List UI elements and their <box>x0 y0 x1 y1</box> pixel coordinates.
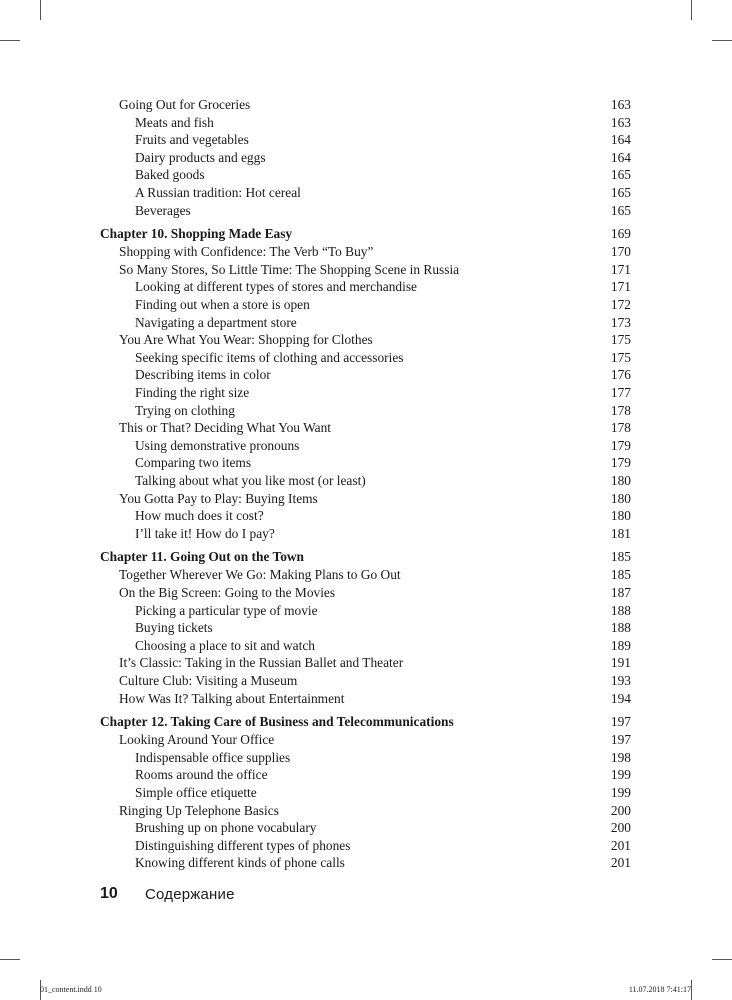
toc-entry-title: Looking Around Your Office <box>119 732 275 748</box>
toc-entry-page: 170 <box>610 244 631 260</box>
toc-entry-page: 164 <box>610 132 631 148</box>
toc-entry-title: Together Wherever We Go: Making Plans to Go Out <box>119 567 401 583</box>
toc-entry-page: 201 <box>610 837 631 853</box>
toc-entry-page: 165 <box>610 202 631 218</box>
toc-entry <box>0 507 732 525</box>
toc-entry <box>0 584 732 602</box>
toc-entry <box>0 384 732 402</box>
toc-entry-title: So Many Stores, So Little Time: The Shopping Scene in Russia <box>119 261 460 277</box>
toc-entry <box>0 472 732 490</box>
toc-entry-page: 173 <box>610 314 631 330</box>
toc-entry-page: 178 <box>610 420 631 436</box>
toc-entry-page: 171 <box>610 261 631 277</box>
toc-entry-title: Brushing up on phone vocabulary <box>135 820 317 836</box>
toc-entry-page: 188 <box>610 620 631 636</box>
toc-entry-title: A Russian tradition: Hot cereal <box>135 185 301 200</box>
toc-entry-page: 181 <box>610 525 631 541</box>
toc-entry <box>0 819 732 837</box>
toc-entry-page: 179 <box>610 437 631 453</box>
toc-entry-title: Distinguishing different types of phones <box>135 837 351 853</box>
toc-entry-page: 164 <box>610 149 631 165</box>
toc-entry <box>0 837 732 855</box>
toc-entry-page: 172 <box>610 297 631 312</box>
toc-entry-title: Fruits and vegetables <box>135 132 249 148</box>
toc-entry-page: 180 <box>610 508 631 524</box>
toc-entry-page: 200 <box>610 802 631 818</box>
toc-entry-title: Talking about what you like most (or least) <box>135 473 366 488</box>
toc-entry-page: 198 <box>610 749 631 765</box>
toc-entry-title: Dairy products and eggs <box>135 149 266 165</box>
toc-entry <box>0 261 732 279</box>
toc-entry <box>0 331 732 349</box>
toc-entry-title: Culture Club: Visiting a Museum <box>119 673 298 688</box>
toc-entry <box>0 314 732 332</box>
toc-entry-page: 171 <box>610 279 631 295</box>
toc-entry-page: 176 <box>610 367 631 383</box>
toc-entry-page: 178 <box>610 402 631 418</box>
toc-entry <box>0 349 732 367</box>
toc-entry <box>0 766 732 784</box>
crop-mark <box>712 40 732 41</box>
toc-entry-page: 193 <box>610 673 631 688</box>
toc-entry-title: Trying on clothing <box>135 402 235 418</box>
toc-chapter-entry <box>0 548 732 566</box>
toc-entry-title: On the Big Screen: Going to the Movies <box>119 585 336 600</box>
toc-entry <box>0 672 732 690</box>
crop-mark <box>0 959 20 960</box>
toc-entry <box>0 454 732 472</box>
toc-entry-page: 187 <box>610 585 631 600</box>
toc-entry-title: How much does it cost? <box>135 508 264 524</box>
toc-entry-title: Chapter 11. Going Out on the Town <box>100 548 305 564</box>
toc-entry-title: Shopping with Confidence: The Verb “To Buy” <box>119 244 374 260</box>
toc-entry <box>0 525 732 543</box>
toc-entry-page: 179 <box>610 455 631 471</box>
toc-entry <box>0 854 732 872</box>
toc-entry-title: You Are What You Wear: Shopping for Clothes <box>119 332 373 348</box>
slug-file: 01_content.indd 10 <box>40 985 102 994</box>
toc-entry-page: 188 <box>610 602 631 618</box>
toc-entry-page: 197 <box>610 713 631 729</box>
toc-entry-page: 191 <box>610 655 631 671</box>
toc-entry-page: 199 <box>610 767 631 783</box>
toc-entry <box>0 731 732 749</box>
toc-entry-title: Choosing a place to sit and watch <box>135 637 315 653</box>
toc-entry <box>0 619 732 637</box>
toc-entry <box>0 243 732 261</box>
toc-entry-page: 163 <box>610 97 631 112</box>
slug-timestamp: 11.07.2018 7:41:17 <box>628 985 691 994</box>
toc-entry-page: 169 <box>610 225 631 241</box>
toc-entry-page: 177 <box>610 385 631 400</box>
toc-entry <box>0 184 732 202</box>
toc-entry <box>0 749 732 767</box>
toc-entry-title: Chapter 12. Taking Care of Business and Telecommunications <box>100 713 454 729</box>
toc-entry <box>0 654 732 672</box>
toc-entry-title: Ringing Up Telephone Basics <box>119 802 279 818</box>
toc-entry <box>0 690 732 708</box>
toc-entry <box>0 166 732 184</box>
toc-entry <box>0 637 732 655</box>
toc-entry-page: 197 <box>610 732 631 748</box>
toc-entry <box>0 419 732 437</box>
toc-entry-title: Rooms around the office <box>135 767 268 783</box>
toc-entry-title: Simple office etiquette <box>135 785 257 800</box>
toc-entry-title: This or That? Deciding What You Want <box>119 420 332 436</box>
crop-mark <box>0 40 20 41</box>
toc-entry-title: Beverages <box>135 202 191 218</box>
toc-entry-title: Chapter 10. Shopping Made Easy <box>100 225 293 241</box>
toc-entry-page: 194 <box>610 690 631 706</box>
toc-entry-title: Knowing different kinds of phone calls <box>135 855 345 871</box>
toc-entry-title: Picking a particular type of movie <box>135 602 318 618</box>
toc-entry-title: Buying tickets <box>135 620 213 636</box>
toc-entry-page: 163 <box>610 114 631 130</box>
toc-entry-title: Looking at different types of stores and merchandise <box>135 279 417 295</box>
toc-entry <box>0 437 732 455</box>
toc-entry-page: 201 <box>610 855 631 871</box>
running-footer-title: Содержание <box>145 886 235 903</box>
toc-entry-title: Finding the right size <box>135 385 250 400</box>
toc-entry <box>0 802 732 820</box>
toc-entry-title: Comparing two items <box>135 455 252 471</box>
toc-entry-title: Meats and fish <box>135 114 214 130</box>
toc-entry <box>0 131 732 149</box>
toc-entry <box>0 602 732 620</box>
toc-entry <box>0 96 732 114</box>
toc-entry-title: How Was It? Talking about Entertainment <box>119 690 345 706</box>
toc-entry-page: 165 <box>610 167 631 183</box>
toc-entry <box>0 114 732 132</box>
toc-entry-title: Baked goods <box>135 167 205 183</box>
toc-entry-title: It’s Classic: Taking in the Russian Ballet and Theater <box>119 655 404 671</box>
toc-entry <box>0 278 732 296</box>
toc-entry-title: Using demonstrative pronouns <box>135 437 300 453</box>
toc-entry <box>0 784 732 802</box>
toc-entry-title: Indispensable office supplies <box>135 749 291 765</box>
toc-entry-title: You Gotta Pay to Play: Buying Items <box>119 490 318 506</box>
toc-entry <box>0 296 732 314</box>
toc-entry <box>0 490 732 508</box>
toc-entry-page: 185 <box>610 548 631 564</box>
toc-entry-page: 165 <box>610 185 631 200</box>
toc-entry <box>0 402 732 420</box>
toc-entry-page: 180 <box>610 473 631 488</box>
toc-entry-page: 199 <box>610 785 631 800</box>
page-number: 10 <box>100 885 118 902</box>
toc-entry-page: 180 <box>610 490 631 506</box>
toc-entry-page: 185 <box>610 567 631 583</box>
toc-entry <box>0 366 732 384</box>
toc-entry-page: 175 <box>610 332 631 348</box>
toc-entry <box>0 149 732 167</box>
crop-mark <box>40 0 41 20</box>
toc-entry-title: Navigating a department store <box>135 314 297 330</box>
toc-entry-page: 200 <box>610 820 631 836</box>
toc-entry-title: Seeking specific items of clothing and accessories <box>135 349 404 365</box>
toc-entry <box>0 566 732 584</box>
toc-chapter-entry <box>0 713 732 731</box>
crop-mark <box>712 959 732 960</box>
toc-entry <box>0 202 732 220</box>
crop-mark <box>691 980 692 1000</box>
toc-entry-title: Finding out when a store is open <box>135 297 310 312</box>
toc-entry-page: 189 <box>610 637 631 653</box>
toc-entry-page: 175 <box>610 349 631 365</box>
crop-mark <box>691 0 692 20</box>
toc-entry-title: Going Out for Groceries <box>119 97 251 112</box>
toc-entry-title: Describing items in color <box>135 367 271 383</box>
toc-chapter-entry <box>0 225 732 243</box>
toc-entry-title: I’ll take it! How do I pay? <box>135 525 275 541</box>
